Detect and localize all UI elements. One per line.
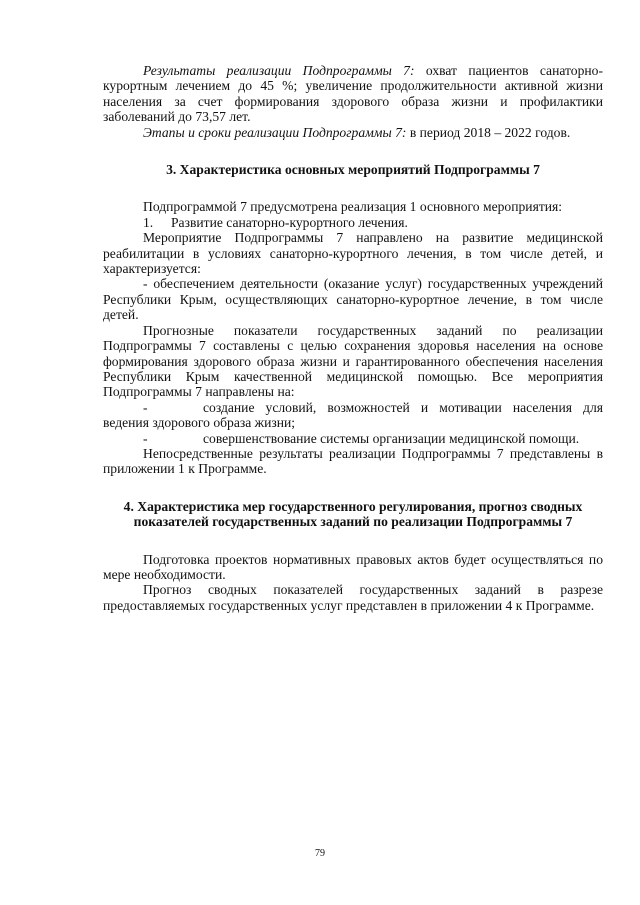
main-event-paragraph: Подпрограммой 7 предусмотрена реализация 1 основного мероприятия: — [143, 199, 563, 215]
stages-label: Этапы и сроки реализации Подпрограммы 7: — [143, 124, 407, 140]
results-label: Результаты реализации Подпрограммы 7: — [143, 63, 415, 78]
list-item-text: создание условий, возможностей и мотивации населения для ведения здорового образа жизни; — [103, 399, 603, 431]
page-number: 79 — [315, 848, 325, 859]
section-4-heading: 4. Характеристика мер государственного регулирования, прогноз сводных показателей государственных заданий по реализации Подпрограммы 7 — [123, 498, 583, 530]
stages-text: в период 2018 – 2022 годов. — [409, 124, 571, 140]
forecast-paragraph: Прогнозные показатели государственных заданий по реализации Подпрограммы 7 составлены с целью сохранения здоровья населения на основе формирования здорового образа жизни и гарантированного обеспечения населения Республики Крым качественной медицинской помощью. Все мероприятия Подпрограммы 7 направлены на: — [103, 322, 603, 400]
list-item — [103, 215, 603, 230]
list-item-text: совершенствование системы организации медицинской помощи. — [203, 430, 580, 446]
document-body — [103, 63, 603, 613]
list-item-number: 1. — [143, 214, 154, 230]
list-item-dash: - — [143, 430, 148, 446]
stages-paragraph — [103, 125, 603, 140]
section-3-heading: 3. Характеристика основных мероприятий Подпрограммы 7 — [166, 162, 540, 178]
event-paragraph: Мероприятие Подпрограммы 7 направлено на развитие медицинской реабилитации в условиях санаторно-курортного лечения, в том числе детей, и характеризуется: — [103, 230, 603, 277]
list-item — [103, 400, 603, 431]
results-text: охват пациентов санаторно-курортным лечением до 45 %; увеличение продолжительности активной жизни населения за счет формирования здорового образа жизни и профилактики заболеваний до 73,57 лет. — [103, 63, 603, 125]
provision-paragraph: - обеспечением деятельности (оказание услуг) государственных учреждений Республики Крым, осуществляющих санаторно-курортное лечение, в том числе детей. — [103, 276, 603, 323]
list-item-text: Развитие санаторно-курортного лечения. — [171, 214, 408, 230]
results-appendix-paragraph: Непосредственные результаты реализации Подпрограммы 7 представлены в приложении 1 к Программе. — [103, 445, 603, 477]
list-item-dash: - — [143, 399, 148, 415]
list-item — [103, 431, 603, 446]
results-paragraph — [103, 63, 603, 125]
forecast-summary-paragraph: Прогноз сводных показателей государственных заданий в разрезе предоставляемых государственных услуг представлен в приложении 4 к Программе. — [103, 582, 603, 613]
preparation-paragraph: Подготовка проектов нормативных правовых актов будет осуществляться по мере необходимости. — [103, 551, 603, 582]
